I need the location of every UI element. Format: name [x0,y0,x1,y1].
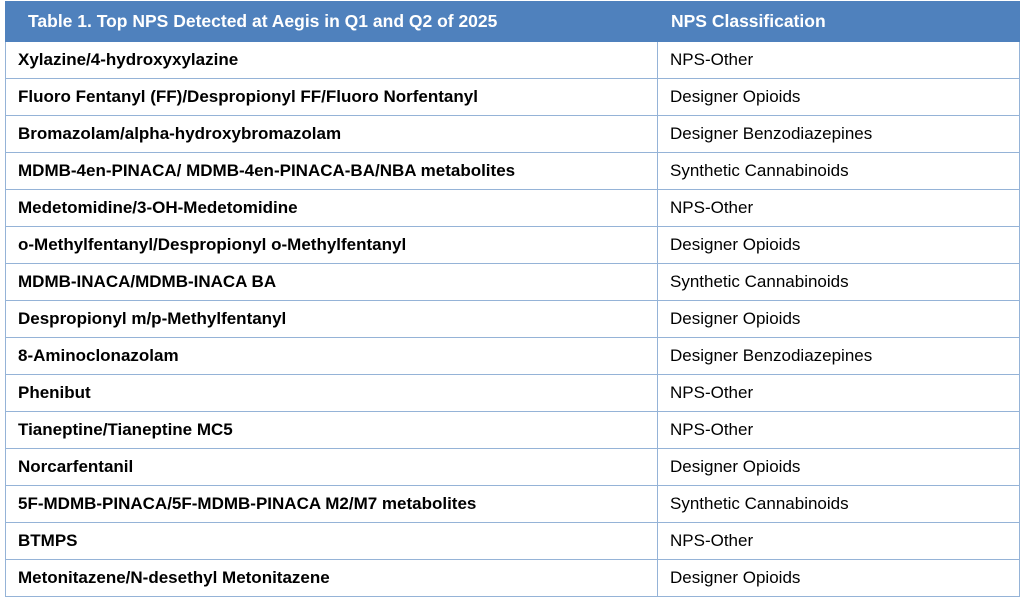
classification-header: NPS Classification [658,2,1020,42]
substance-name-cell: Tianeptine/Tianeptine MC5 [6,412,658,449]
table-row [6,449,1020,486]
classification-cell: NPS-Other [658,375,1020,412]
substance-name-cell: BTMPS [6,523,658,560]
table-row [6,42,1020,79]
table-row [6,523,1020,560]
substance-name-cell: MDMB-4en-PINACA/ MDMB-4en-PINACA-BA/NBA metabolites [6,153,658,190]
classification-cell: Designer Benzodiazepines [658,338,1020,375]
nps-table [5,1,1020,597]
substance-name-cell: 5F-MDMB-PINACA/5F-MDMB-PINACA M2/M7 metabolites [6,486,658,523]
classification-cell: Synthetic Cannabinoids [658,486,1020,523]
classification-cell: NPS-Other [658,412,1020,449]
table-row [6,79,1020,116]
classification-cell: Designer Opioids [658,560,1020,597]
substance-name-cell: Norcarfentanil [6,449,658,486]
substance-name-cell: Despropionyl m/p-Methylfentanyl [6,301,658,338]
table-row [6,116,1020,153]
table-body [6,42,1020,597]
table-row [6,301,1020,338]
classification-cell: Designer Opioids [658,301,1020,338]
classification-cell: NPS-Other [658,523,1020,560]
substance-name-cell: Bromazolam/alpha-hydroxybromazolam [6,116,658,153]
table-row [6,412,1020,449]
classification-cell: Designer Benzodiazepines [658,116,1020,153]
table-row [6,227,1020,264]
classification-cell: NPS-Other [658,190,1020,227]
substance-name-cell: Medetomidine/3-OH-Medetomidine [6,190,658,227]
classification-cell: NPS-Other [658,42,1020,79]
classification-cell: Synthetic Cannabinoids [658,153,1020,190]
substance-name-cell: MDMB-INACA/MDMB-INACA BA [6,264,658,301]
substance-name-cell: Metonitazene/N-desethyl Metonitazene [6,560,658,597]
substance-name-cell: Xylazine/4-hydroxyxylazine [6,42,658,79]
table-row [6,560,1020,597]
substance-name-cell: 8-Aminoclonazolam [6,338,658,375]
table-row [6,375,1020,412]
table-row [6,486,1020,523]
classification-cell: Designer Opioids [658,449,1020,486]
classification-cell: Designer Opioids [658,227,1020,264]
classification-cell: Synthetic Cannabinoids [658,264,1020,301]
substance-name-cell: Phenibut [6,375,658,412]
table-header-row [6,2,1020,42]
table-row [6,190,1020,227]
nps-table-container [5,1,1019,597]
table-row [6,338,1020,375]
table-row [6,153,1020,190]
classification-cell: Designer Opioids [658,79,1020,116]
table-title-header: Table 1. Top NPS Detected at Aegis in Q1 and Q2 of 2025 [6,2,658,42]
substance-name-cell: Fluoro Fentanyl (FF)/Despropionyl FF/Fluoro Norfentanyl [6,79,658,116]
table-row [6,264,1020,301]
substance-name-cell: o-Methylfentanyl/Despropionyl o-Methylfentanyl [6,227,658,264]
